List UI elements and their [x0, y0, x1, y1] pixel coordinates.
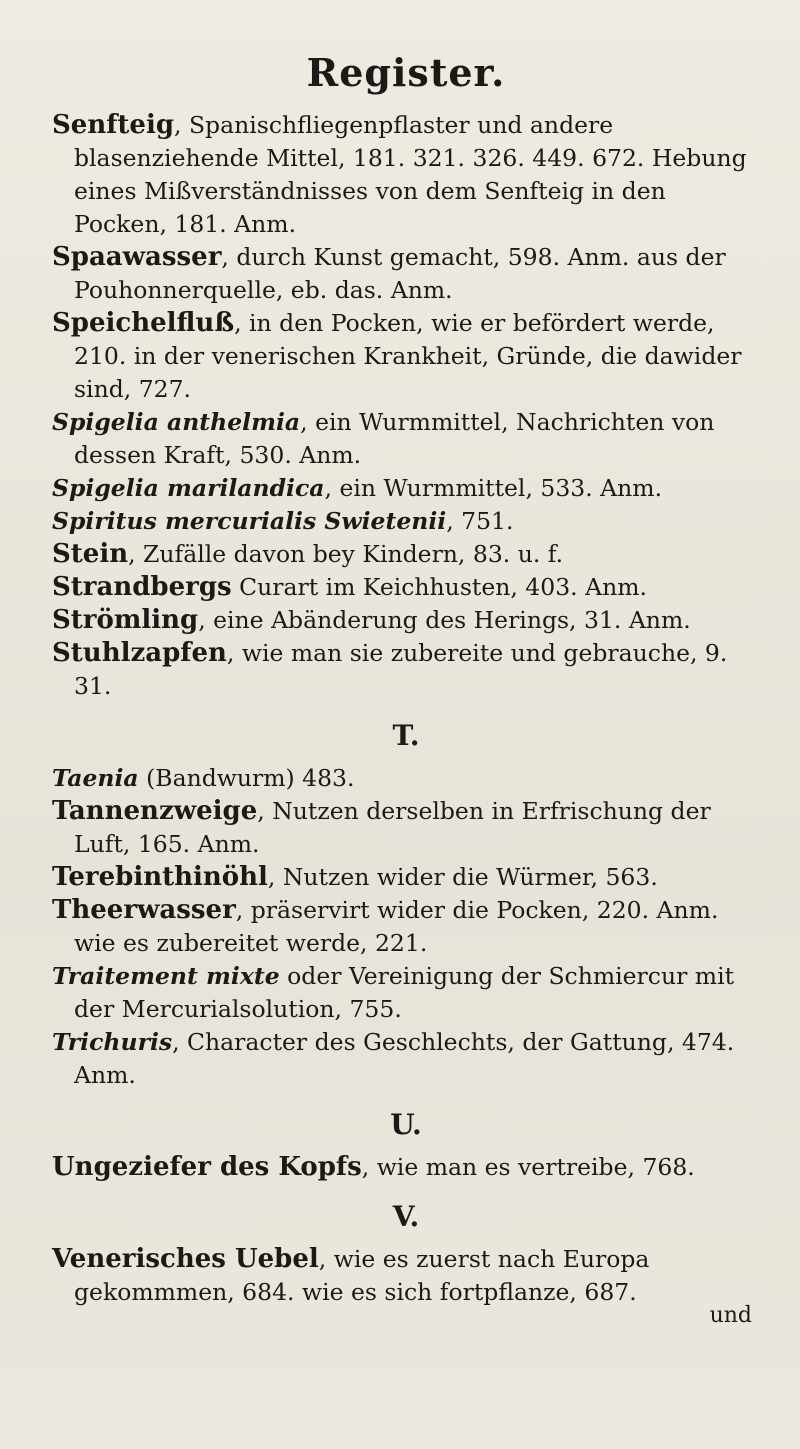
entry-spigelia-marilandica: [52, 472, 760, 505]
entry-text: , wie es zuerst nach Europa gekommmen, 684. wie es sich fortpflanze, 687.: [74, 1245, 650, 1306]
entry-text: , präservirt wider die Pocken, 220. Anm. wie es zubereitet werde, 221.: [74, 896, 719, 957]
entry-strandbergs: [52, 571, 760, 604]
entry-text: , 751.: [446, 507, 514, 535]
section-letter-v: V.: [392, 1200, 420, 1233]
entry-head: Spigelia anthelmia: [52, 408, 301, 436]
entry-spiritus-mercurialis: [52, 505, 760, 538]
entry-speichelfluss: [52, 307, 760, 406]
entry-head: Venerisches Uebel: [52, 1244, 319, 1274]
entry-text: , Nutzen derselben in Erfrischung der Luft, 165. Anm.: [74, 797, 711, 858]
entry-text: , ein Wurmmittel, 533. Anm.: [324, 474, 663, 502]
entry-head: Spigelia marilandica: [52, 474, 325, 502]
entry-head: Theerwasser: [52, 895, 236, 925]
entry-head: Tannenzweige: [52, 796, 258, 826]
entry-text: , durch Kunst gemacht, 598. Anm. aus der Pouhonnerquelle, eb. das. Anm.: [74, 243, 726, 304]
entry-head: Terebinthinöhl: [52, 862, 268, 892]
entry-text: , Spanischfliegenpflaster und andere blasenziehende Mittel, 181. 321. 326. 449. 672. Hebung eines Mißverständnisses von dem Senfteig in den Pocken, 181. Anm.: [74, 111, 747, 238]
entry-head: Speichelfluß: [52, 308, 235, 338]
entry-tannenzweige: [52, 795, 760, 861]
entry-text: , Nutzen wider die Würmer, 563.: [267, 863, 658, 891]
entry-terebinthinoehl: [52, 861, 760, 894]
entry-text: , ein Wurmmittel, Nachrichten von dessen Kraft, 530. Anm.: [74, 408, 715, 469]
catchword: und: [709, 1303, 752, 1328]
section-letter-u: U.: [390, 1108, 422, 1141]
entry-taenia: [52, 762, 760, 795]
entry-ungeziefer: [52, 1151, 760, 1184]
section-t: [52, 762, 760, 1092]
entry-head: Traitement mixte: [52, 962, 280, 990]
entry-trichuris: [52, 1026, 760, 1092]
entry-text: (Bandwurm) 483.: [138, 764, 355, 792]
entry-venerisches-uebel: [52, 1243, 760, 1309]
entry-head: Senfteig: [52, 110, 175, 140]
entry-text: , wie man es vertreibe, 768.: [361, 1153, 695, 1181]
entry-head: Spaawasser: [52, 242, 222, 272]
entry-text: , in den Pocken, wie er befördert werde, 210. in der venerischen Krankheit, Gründe, die dawider sind, 727.: [74, 309, 742, 403]
section-u: [52, 1151, 760, 1184]
entry-spigelia-anthelmia: [52, 406, 760, 472]
section-letter-t: T.: [392, 719, 420, 752]
entry-text: oder Vereinigung der Schmiercur mit der Mercurialsolution, 755.: [74, 962, 735, 1023]
entry-stuhlzapfen: [52, 637, 760, 703]
entry-text: , wie man sie zubereite und gebrauche, 9. 31.: [74, 639, 728, 700]
entry-spaawasser: [52, 241, 760, 307]
entry-text: Curart im Keichhusten, 403. Anm.: [231, 573, 647, 601]
entry-stein: [52, 538, 760, 571]
entry-text: , Zufälle davon bey Kindern, 83. u. f.: [128, 540, 564, 568]
entry-traitement-mixte: [52, 960, 760, 1026]
page-title: Register.: [306, 50, 506, 95]
entry-head: Trichuris: [52, 1028, 173, 1056]
entry-stroemling: [52, 604, 760, 637]
entry-head: Stein: [52, 539, 129, 569]
section-v: [52, 1243, 760, 1309]
section-s: [52, 109, 760, 703]
entry-head: Spiritus mercurialis Swietenii: [52, 507, 447, 535]
entry-senfteig: [52, 109, 760, 241]
entry-text: , eine Abänderung des Herings, 31. Anm.: [198, 606, 691, 634]
entry-head: Strandbergs: [52, 572, 232, 602]
entry-head: Ungeziefer des Kopfs: [52, 1152, 362, 1182]
entry-head: Strömling: [52, 605, 199, 635]
entry-text: , Character des Geschlechts, der Gattung, 474. Anm.: [74, 1028, 735, 1089]
entry-theerwasser: [52, 894, 760, 960]
entry-head: Taenia: [52, 764, 139, 792]
entry-head: Stuhlzapfen: [52, 638, 227, 668]
